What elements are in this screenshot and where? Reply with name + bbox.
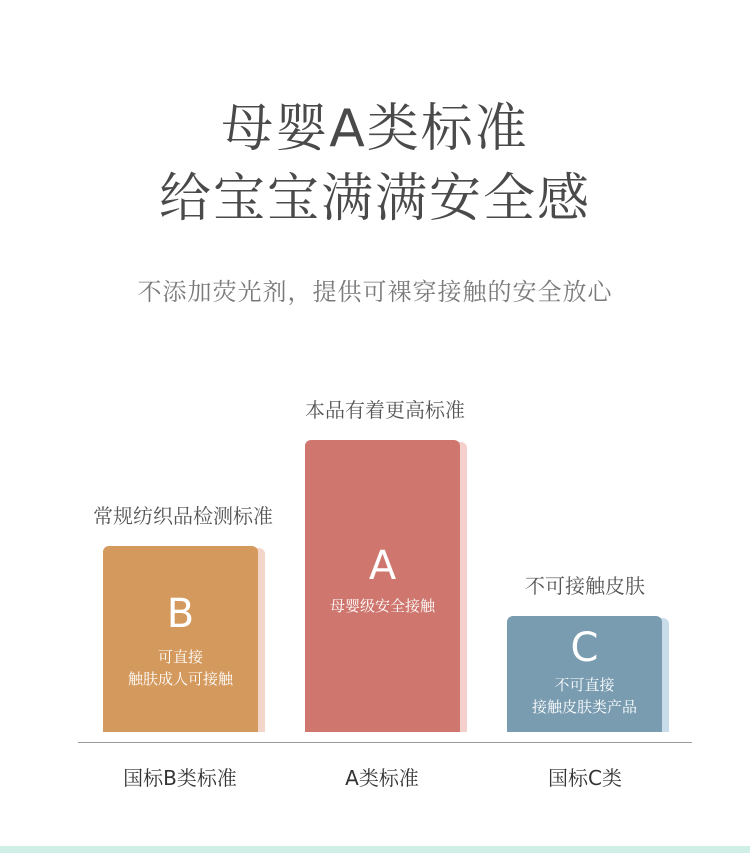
bar-a bbox=[305, 440, 460, 732]
bar-a-desc-1: 母婴级安全接触 bbox=[329, 597, 435, 615]
bar-b-desc-2: 触肤成人可接触 bbox=[127, 670, 233, 688]
bar-b bbox=[103, 546, 258, 732]
bar-c-letter: C bbox=[570, 625, 599, 671]
bar-c bbox=[507, 616, 662, 732]
headline-line-1: 母婴A类标准 bbox=[221, 99, 529, 159]
chart-baseline bbox=[78, 742, 692, 743]
bar-c-desc-1: 不可直接 bbox=[554, 676, 615, 694]
bar-b-letter: B bbox=[166, 591, 195, 637]
bar-a-bottom-label: A类标准 bbox=[345, 766, 419, 790]
bar-c-top-label: 不可接触皮肤 bbox=[525, 574, 645, 598]
bar-b-top-label: 常规纺织品检测标准 bbox=[93, 504, 273, 528]
bar-c-desc-2: 接触皮肤类产品 bbox=[531, 698, 637, 716]
bar-a-letter: A bbox=[368, 543, 397, 589]
bar-b-desc-1: 可直接 bbox=[157, 648, 203, 666]
bar-c-bottom-label: 国标C类 bbox=[548, 766, 622, 790]
subtitle: 不添加荧光剂，提供可裸穿接触的安全放心 bbox=[137, 278, 613, 306]
bar-a-top-label: 本品有着更高标准 bbox=[305, 398, 465, 422]
headline-line-2: 给宝宝满满安全感 bbox=[158, 169, 591, 229]
footer-strip bbox=[0, 846, 750, 853]
bar-b-bottom-label: 国标B类标准 bbox=[123, 766, 237, 790]
